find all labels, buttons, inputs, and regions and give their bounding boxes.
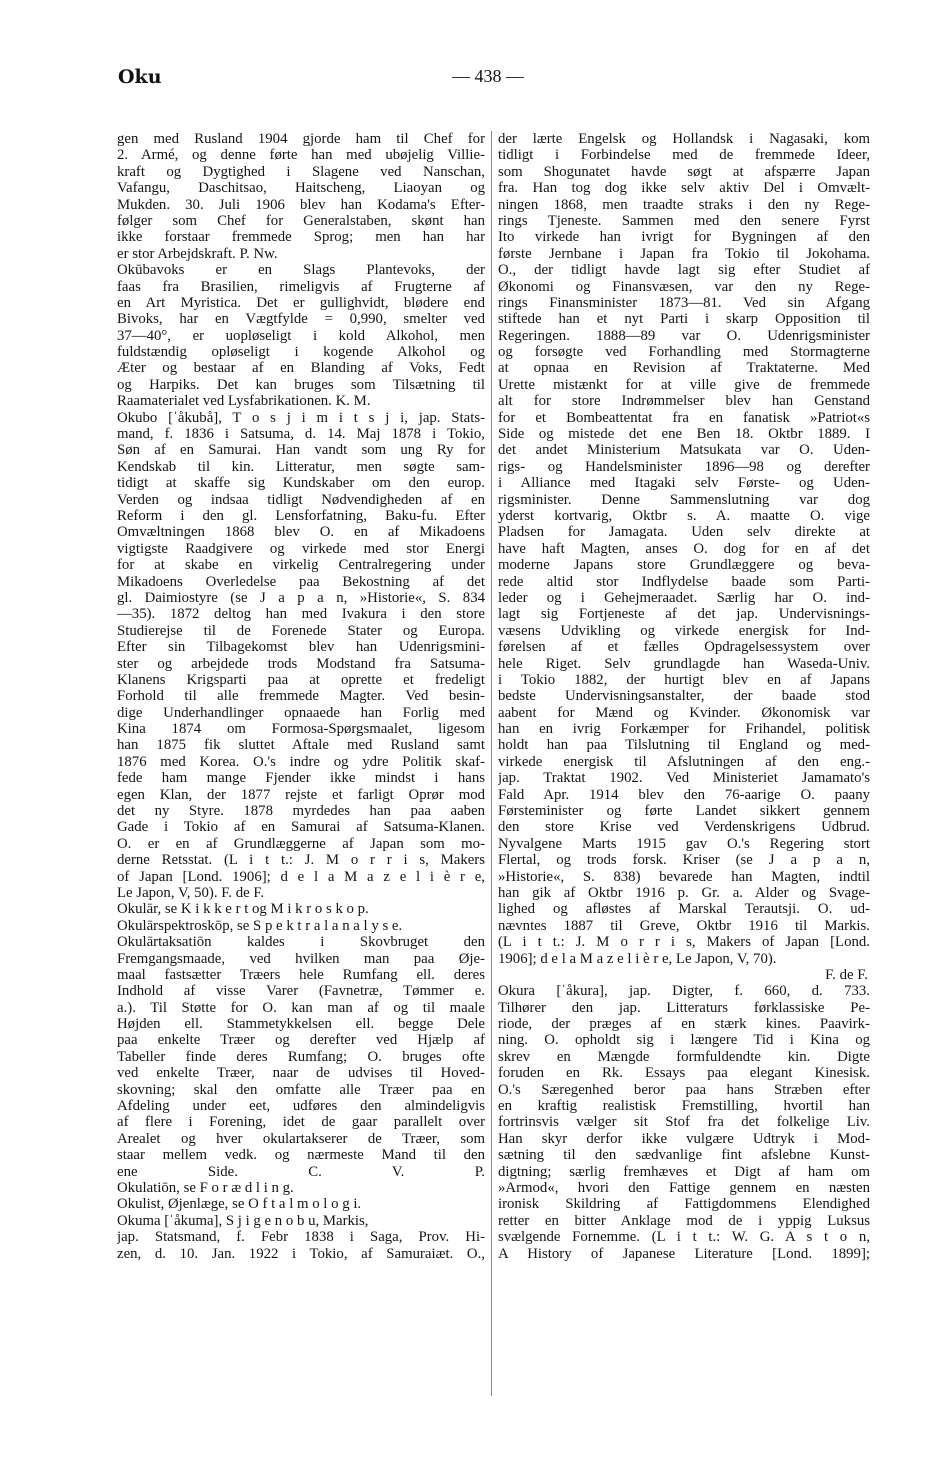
text-line: følger som Chef for Generalstaben, skønt han [117, 212, 485, 229]
text-line: det ny Styre. 1878 myrdedes han paa aaben [117, 803, 485, 820]
text-line: Le Japon, V, 50). F. de F. [117, 884, 265, 901]
text-line: Søn af en Samurai. Han vandt som ung Ry for [117, 442, 485, 459]
text-line: Okulārtaksatiōn kaldes i Skovbruget den [117, 934, 485, 951]
text-line: for at skabe en virkelig Centralregering under [117, 557, 485, 574]
text-line: ster og arbejdede trods Modstand fra Satsuma- [117, 655, 485, 672]
text-line: Okura [ˈåkura], jap. Digter, f. 660, d. 733. [498, 983, 870, 1000]
text-line: Kendskab til kin. Litteratur, men søgte sam- [117, 458, 485, 475]
text-line: Indhold af visse Varer (Favnetræ, Tømmer e. [117, 983, 485, 1000]
text-line: fra. Han tog dog ikke selv aktiv Del i Omvælt- [498, 180, 870, 197]
text-line: Han skyr derfor ikke vulgære Udtryk i Mod- [498, 1130, 870, 1147]
text-line: Verden og indsaa tidligt Nødvendigheden af en [117, 491, 485, 508]
text-line: det andet Ministerium Matsukata var O. Uden- [498, 442, 870, 459]
text-line: O.'s Særegenhed beror paa hans Stræben efter [498, 1081, 870, 1098]
text-line: hele Riget. Selv grundlagde han Waseda-Univ. [498, 655, 870, 672]
text-line: egen Klan, der 1877 rejste et farligt Oprør mod [117, 786, 485, 803]
text-line: holdt han paa Tilslutning til England og med- [498, 737, 870, 754]
text-line: stiftede han et nyt Parti i skarp Opposition til [498, 311, 870, 328]
text-line: faas fra Brasilien, rimeligvis af Frugterne af [117, 278, 485, 295]
text-line: Æter og bestaar af en Blanding af Voks, Fedt [117, 360, 485, 377]
text-line: fortrinsvis vælger sit Stof fra det folkelige Liv. [498, 1114, 870, 1131]
left-text-column [117, 131, 485, 1262]
text-line: gl. Daimiostyre (se J a p a n, »Historie«, S. 834 [117, 589, 485, 606]
text-line: der lærte Engelsk og Hollandsk i Nagasaki, kom [498, 131, 870, 147]
text-line: maal fastsætter Træers hele Rumfang ell. deres [117, 966, 485, 983]
text-line: foruden en Rk. Essays paa elegant Kinesisk. [498, 1065, 870, 1082]
text-line: yderst kortvarig, Oktbr s. A. maatte O. vige [498, 507, 870, 524]
text-line: Okulār, se K i k k e r t og M i k r o s k o p. [117, 901, 369, 918]
text-line: ikke forstaar fremmede Sprog; men han har [117, 229, 485, 246]
text-line: rigsminister. Denne Sammenslutning var dog [498, 491, 870, 508]
right-text-column [498, 131, 870, 1262]
text-line: aabent for Mænd og Kvinder. Økonomisk var [498, 704, 870, 721]
text-line: Okūbavoks er en Slags Plantevoks, der [117, 262, 485, 279]
text-line: skovning; skal den omfatte alle Træer paa en [117, 1081, 485, 1098]
text-line: paa enkelte Træer og derefter ved Hjælp af [117, 1032, 485, 1049]
text-line: 2. Armé, og denne førte han med ubøjelig Villie- [117, 147, 485, 164]
text-line: rigs- og Handelsminister 1896—98 og derefter [498, 458, 870, 475]
text-line: mand, f. 1836 i Satsuma, d. 14. Maj 1878 i Tokio, [117, 426, 485, 443]
text-line: af flere i Forening, idet de gaar parallelt over [117, 1114, 485, 1131]
text-line: Arealet og hver okulartakserer de Træer, som [117, 1130, 485, 1147]
text-line: zen, d. 10. Jan. 1922 i Tokio, af Samuraiæt. O., [117, 1245, 485, 1262]
text-line: dige Underhandlinger opnaaede han Forlig med [117, 704, 485, 721]
text-line: Førsteminister og førte Landet sikkert gennem [498, 803, 870, 820]
text-line: lagt sig Fortjeneste af det jap. Undervisnings- [498, 606, 870, 623]
text-line: Tabeller finde deres Rumfang; O. bruges ofte [117, 1048, 485, 1065]
text-line: jap. Statsmand, f. Febr 1838 i Saga, Prov. Hi- [117, 1229, 485, 1246]
text-line: ningen 1868, men traadte straks i den ny Rege- [498, 196, 870, 213]
text-line: Klanens Krigsparti paa at oprette et fredeligt [117, 671, 485, 688]
text-line: Regeringen. 1888—89 var O. Udenrigsminister [498, 327, 870, 344]
text-line: svælgende Fornemme. (L i t t.: W. G. A s t o n, [498, 1229, 870, 1246]
text-line: 1906]; d e l a M a z e l i è r e, Le Japon, V, 70). [498, 950, 777, 967]
text-line: O. er en af Grundlæggerne af Japan som mo- [117, 835, 485, 852]
text-line: Afdeling under eet, udføres den almindeligvis [117, 1098, 485, 1115]
text-line: F. de F. [825, 966, 868, 983]
text-line: Gade i Tokio af en Samurai af Satsuma-Klanen. [117, 819, 485, 836]
text-line: en kraftig realistisk Fremstilling, hvortil han [498, 1098, 870, 1115]
text-line: vigtigste Raadgivere og virkede med stor Energi [117, 540, 485, 557]
text-line: rings Tjeneste. Sammen med den senere Fyrst [498, 212, 870, 229]
text-line: jap. Traktat 1902. Ved Ministeriet Jamamato's [498, 770, 870, 787]
text-line: kraft og Dygtighed i Slagene ved Nanschan, [117, 163, 485, 180]
text-line: Okuma [ˈåkuma], S j i g e n o b u, Markis, [117, 1212, 369, 1229]
text-line: Tilhører den jap. Litteraturs førklassiske Pe- [498, 999, 870, 1016]
text-line: er stor Arbejdskraft. P. Nw. [117, 245, 278, 262]
text-line: Flertal, og trods forsk. Kriser (se J a p a n, [498, 852, 870, 869]
text-line: fede ham mange Fjender ikke mindst i hans [117, 770, 485, 787]
text-line: alt for store Indrømmelser blev han Genstand [498, 393, 870, 410]
text-line: A History of Japanese Literature [Lond. 1899]; [498, 1245, 870, 1262]
text-line: digtning; særlig fremhæves et Digt af ham om [498, 1163, 870, 1180]
text-line: Okulist, Øjenlæge, se O f t a l m o l o g i. [117, 1196, 362, 1213]
text-line: fuldstændig opløseligt i kogende Alkohol og [117, 344, 485, 361]
text-line: Mikadoens Overledelse paa Bekostning af det [117, 573, 485, 590]
text-line: Kina 1874 om Formosa-Spørgsmaalet, ligesom [117, 721, 485, 738]
text-line: han en ivrig Forkæmper for Frihandel, politisk [498, 721, 870, 738]
text-line: Okulatiōn, se F o r æ d l i n g. [117, 1180, 294, 1196]
text-line: rings Finansminister 1873—81. Ved sin Afgang [498, 294, 870, 311]
text-line: Fald Apr. 1914 blev den 76-aarige O. paany [498, 786, 870, 803]
text-line: staar mellem vedk. og nærmeste Mand til den [117, 1147, 485, 1164]
text-line: Nyvalgene Marts 1915 gav O.'s Regering stort [498, 835, 870, 852]
text-line: førelsen af et fælles Opdragelsessystem over [498, 639, 870, 656]
text-line: Studierejse til de Forenede Stater og Europa. [117, 622, 485, 639]
text-line: han 1875 fik sluttet Aftale med Rusland samt [117, 737, 485, 754]
text-line: »Armod«, hvori den Fattige gennem en næsten [498, 1180, 870, 1196]
text-line: ning. O. opholdt sig i længere Tid i Kina og [498, 1032, 870, 1049]
text-line: Økonomi og Finansvæsen, var den ny Rege- [498, 278, 870, 295]
text-line: have haft Magten, anses O. dog for en af det [498, 540, 870, 557]
text-line: den store Krise ved Verdenskrigens Udbrud. [498, 819, 870, 836]
text-line: sætning til den sædvanlige fint afslebne Kunst- [498, 1147, 870, 1164]
page-header [118, 66, 810, 96]
text-line: og Harpiks. Det kan bruges som Tilsætning til [117, 376, 485, 393]
text-line: skrev en Mængde formfuldendte kin. Digte [498, 1048, 870, 1065]
text-line: retter en bitter Anklage mod de i yppig Luksus [498, 1212, 870, 1229]
text-line: ironisk Skildring af Fattigdommens Elendighed [498, 1196, 870, 1213]
text-line: Side og mistede det ene Ben 18. Oktbr 1889. I [498, 426, 870, 443]
text-line: of Japan [Lond. 1906]; d e l a M a z e l i è r e, [117, 868, 485, 885]
text-line: leder og i Gehejmeraadet. Særlig har O. ind- [498, 589, 870, 606]
text-line: Omvæltningen 1868 blev O. en af Mikadoens [117, 524, 485, 541]
text-line: nævntes 1887 til Greve, Oktbr 1916 til Markis. [498, 917, 870, 934]
text-line: (L i t t.: J. M o r r i s, Makers of Japan [Lond. [498, 934, 870, 951]
text-line: Okubo [ˈåkubå], T o s j i m i t s j i, jap. Stats- [117, 409, 485, 426]
text-line: »Historie«, S. 838) bevarede han Magten, indtil [498, 868, 870, 885]
text-line: Fremgangsmaade, ved hvilken man paa Øje- [117, 950, 485, 967]
text-line: moderne Japans store Grundlæggere og beva- [498, 557, 870, 574]
text-line: første Jernbane i Japan fra Tokio til Jokohama. [498, 245, 870, 262]
text-line: Reform i den gl. Lensforfatning, Baku-fu. Efter [117, 507, 485, 524]
text-line: i Tokio 1882, der hurtigt blev en af Japans [498, 671, 870, 688]
text-line: at opnaa en Revision af Traktaterne. Med [498, 360, 870, 377]
text-line: tidligt i Forbindelse med de fremmede Ideer, [498, 147, 870, 164]
text-line: rede altid stor Indflydelse baade som Parti- [498, 573, 870, 590]
text-line: gen med Rusland 1904 gjorde ham til Chef for [117, 131, 485, 147]
text-line: a.). Til Støtte for O. kan man af og til maale [117, 999, 485, 1016]
text-line: Forhold til alle fremmede Magter. Ved besin- [117, 688, 485, 705]
running-head-keyword: Oku [118, 66, 162, 88]
text-line: 1876 med Korea. O.'s indre og ydre Politik skaf- [117, 753, 485, 770]
text-line: han gik af Oktbr 1916 p. Gr. a. Alder og Svage- [498, 884, 870, 901]
text-line: Okulārspektroskōp, se S p e k t r a l a n a l y s e. [117, 917, 403, 934]
text-line: for et Bombeattentat fra en fanatisk »Patriot«s [498, 409, 870, 426]
text-line: lighed og afløstes af Marskal Terautsji. O. ud- [498, 901, 870, 918]
text-line: Vafangu, Daschitsao, Haitscheng, Liaoyan og [117, 180, 485, 197]
text-line: og forsøgte ved Forhandling med Stormagterne [498, 344, 870, 361]
text-line: Højden ell. Stammetykkelsen ell. begge Dele [117, 1016, 485, 1033]
text-line: ene Side. C. V. P. [117, 1163, 485, 1180]
text-line: riode, der præges af en stærk kines. Paavirk- [498, 1016, 870, 1033]
text-line: i Alliance med Itagaki selv Første- og Uden- [498, 475, 870, 492]
text-line: Efter sin Tilbagekomst blev han Udenrigsmini- [117, 639, 485, 656]
text-line: som Shogunatet havde søgt at afspærre Japan [498, 163, 870, 180]
page-number: — 438 — [452, 66, 524, 86]
text-line: Raamaterialet ved Lysfabrikationen. K. M. [117, 393, 371, 410]
text-line: Bivoks, har en Vægtfylde = 0,990, smelter ved [117, 311, 485, 328]
text-line: væsens Udvikling og virkede energisk for Ind- [498, 622, 870, 639]
text-line: ved enkelte Træer, naar de udvises til Hoved- [117, 1065, 485, 1082]
text-line: derne Retsstat. (L i t t.: J. M o r r i s, Makers [117, 852, 485, 869]
text-line: Mukden. 30. Juli 1906 blev han Kodama's Efter- [117, 196, 485, 213]
text-line: tidigt at skaffe sig Kundskaber om den europ. [117, 475, 485, 492]
text-line: Ito virkede han ivrigt for Bygningen af den [498, 229, 870, 246]
text-line: en Art Myristica. Det er gullighvidt, blødere end [117, 294, 485, 311]
text-line: —35). 1872 deltog han med Ivakura i den store [117, 606, 485, 623]
text-line: 37—40°, er uopløseligt i kold Alkohol, men [117, 327, 485, 344]
text-line: virkede energisk til Afslutningen af den eng.- [498, 753, 870, 770]
column-divider [491, 131, 492, 1396]
text-line: bedste Undervisningsanstalter, der baade stod [498, 688, 870, 705]
text-line: O., der tidligt havde lagt sig efter Studiet af [498, 262, 870, 279]
text-line: Pladsen for Jamagata. Uden selv direkte at [498, 524, 870, 541]
text-line: Urette mistænkt for at ville give de fremmede [498, 376, 870, 393]
